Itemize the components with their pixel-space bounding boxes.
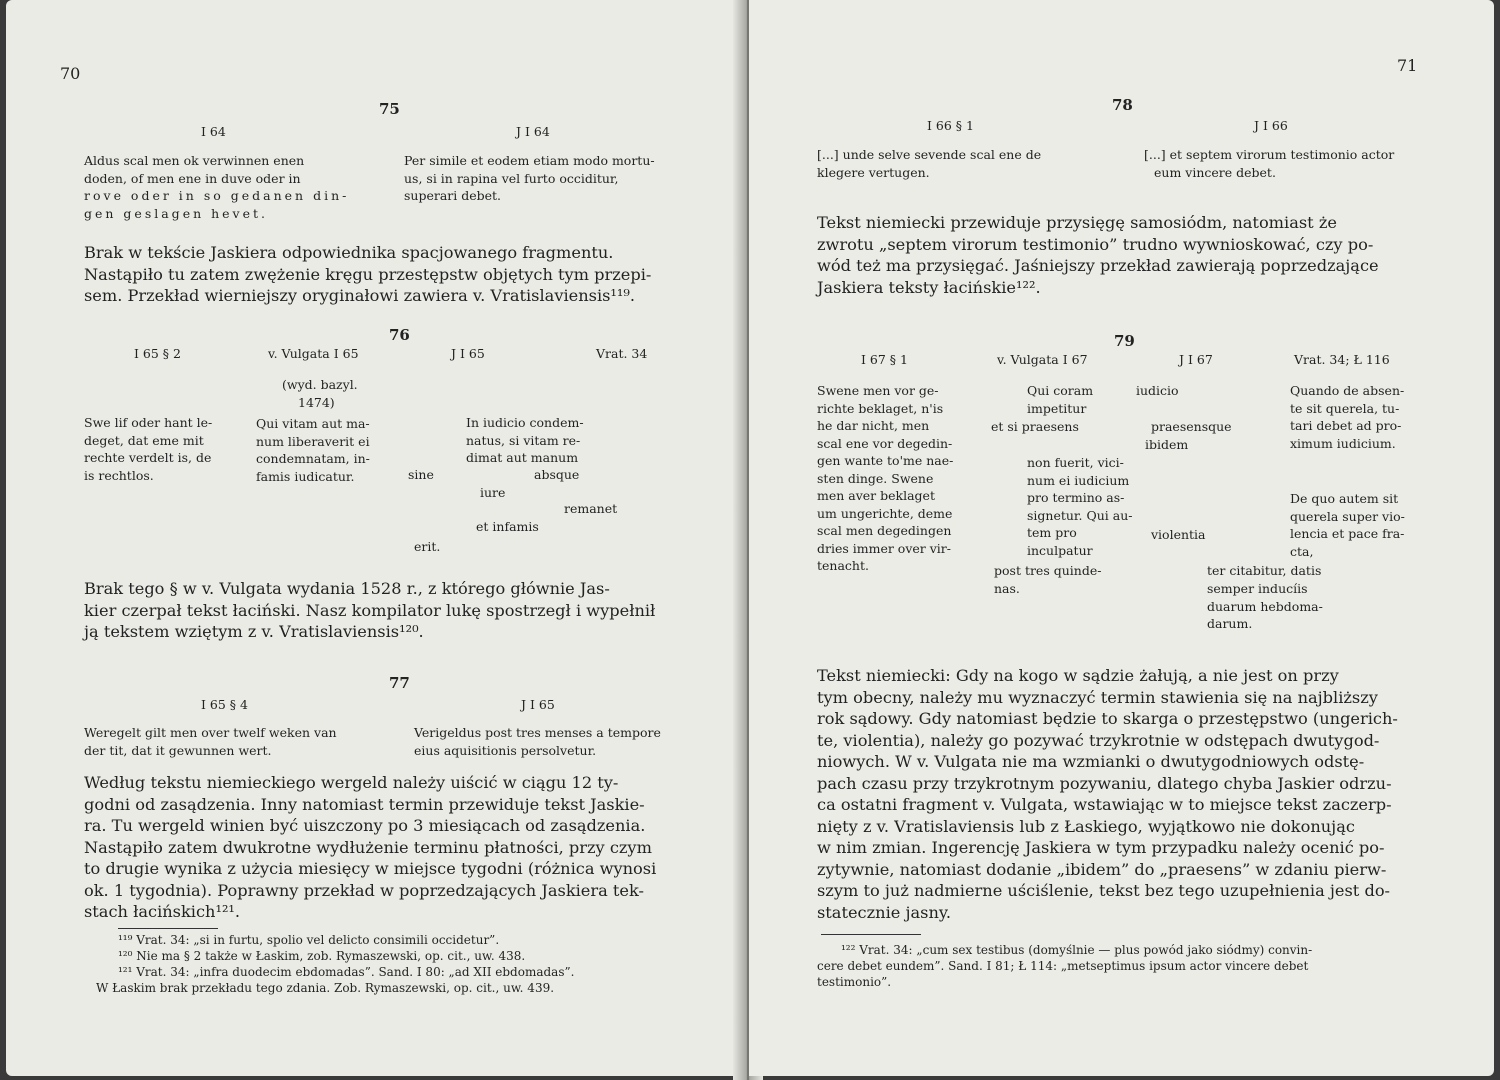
sec79-et-si-praesens: et si praesens (991, 419, 1079, 434)
right-page (749, 0, 1494, 1076)
sec79-ter-citabitur: ter citabitur, datis (1207, 563, 1322, 578)
sec76-jaskier-text: In iudicio condem- natus, si vitam re- dimat aut manum (466, 415, 584, 465)
footnotes-left: ¹¹⁹ Vrat. 34: „si in furtu, spolio vel delicto consimili occidetur”. ¹²⁰ Nie ma § 2 także w Łaskim, zob. Rymaszewski, op. cit., uw. 438. ¹²¹ Vrat. 34: „infra duodecim ebdomadas”. Sand. I 80: „ad XII ebdomadas”. W Łaskim brak przekładu tego zdania. Zob. Rymaszewski, op. cit., uw. 439. (96, 933, 575, 995)
paragraph-2-left: Brak tego § w v. Vulgata wydania 1528 r., z którego głównie Jas- kier czerpał tekst łaciński. Nasz kompilator lukę spostrzegł i wypełnił ją tekstem wziętym z v. Vratislaviensis¹²⁰. (84, 579, 656, 641)
sec79-vulgata-top: Qui coram impetitur (1027, 383, 1094, 416)
sec76-label-4: Vrat. 34 (596, 346, 648, 361)
sec78-german-label: I 66 § 1 (927, 118, 974, 133)
sec76-erit: erit. (414, 539, 441, 554)
sec76-et-infamis: et infamis (476, 519, 539, 534)
paragraph-1-left: Brak w tekście Jaskiera odpowiednika spacjowanego fragmentu. Nastąpiło tu zatem zwężenie kręgu przestępstw objętych tym przepi- sem. Przekład wierniejszy oryginałowi zawiera v. Vratislaviensis¹¹⁹. (84, 243, 652, 305)
sec76-vulgata-text: (wyd. bazyl. 1474) Qui vitam aut ma- num liberaverit ei condemnatam, in- famis iudicatur. (256, 377, 370, 484)
page-number-left: 70 (60, 64, 81, 83)
section-76-number: 76 (389, 326, 410, 344)
sec76-remanet: remanet (564, 501, 618, 516)
sec77-german-text: Weregelt gilt men over twelf weken van der tit, dat it gewunnen wert. (84, 725, 337, 758)
left-page (6, 0, 743, 1076)
sec77-latin-label: J I 65 (521, 697, 555, 712)
sec76-iure: iure (480, 485, 506, 500)
sec78-latin-text: [...] et septem virorum testimonio actor eum vincere debet. (1144, 147, 1395, 180)
sec79-vrat-bottom: De quo autem sit querela super vio- lencia et pace fra- cta, (1290, 491, 1405, 559)
footnote-rule-left (118, 928, 218, 929)
section-78-number: 78 (1112, 96, 1133, 114)
paragraph-2-right: Tekst niemiecki: Gdy na kogo w sądzie żałują, a nie jest on przy tym obecny, należy mu wyznaczyć termin stawienia się na najbliższy rok sądowy. Gdy natomiast będzie to skarga o przestępstwo (ungerich- te, violentia), należy go pozywać trzykrotnie w odstępach dwutygod- niowych. W v. Vulgata nie ma wzmianki o dwutygodniowych odstę- pach czasu przy trzykrotnym pozywaniu, dlatego chyba Jaskier odrzu- ca ostatni fragment v. Vulgata, wstawiając w to miejsce tekst zaczerp- nięty z v. Vratislaviensis lub z Łaskiego, wyjątkowo nie dokonując w nim zmian. Ingerencję Jaskiera w tym przypadku należy ocenić po- zytywnie, natomiast dodanie „ibidem” do „praesens” w zdaniu pierw- szym to już nadmierne uściślenie, tekst bez tego uzupełnienia jest do- statecznie jasny. (817, 666, 1398, 922)
sec76-label-3: J I 65 (451, 346, 485, 361)
sec79-nas: nas. (994, 581, 1020, 596)
sec76-label-2: v. Vulgata I 65 (268, 346, 359, 361)
sec76-label-1: I 65 § 2 (134, 346, 181, 361)
sec75-latin-label: J I 64 (516, 124, 550, 139)
section-79-number: 79 (1114, 332, 1135, 350)
sec75-german-label: I 64 (201, 124, 226, 139)
page-number-right: 71 (1397, 56, 1418, 75)
sec79-label-3: J I 67 (1179, 352, 1213, 367)
sec77-latin-text: Verigeldus post tres menses a tempore eius aquisitionis persolvetur. (414, 725, 661, 758)
sec75-german-text: Aldus scal men ok verwinnen enen doden, of men ene in duve oder in rove oder in so gedanen din- gen geslagen hevet. (84, 153, 350, 221)
sec79-vulgata-bottom: non fuerit, vici- num ei iudicium pro termino as- signetur. Qui au- tem pro inculpatur (1027, 455, 1133, 558)
paragraph-3-left: Według tekstu niemieckiego wergeld należy uiścić w ciągu 12 ty- godni od zasądzenia. Inny natomiast termin przewiduje tekst Jaskie- ra. Tu wergeld winien być uiszczony po 3 miesiącach od zasądzenia. Nastąpiło zatem dwukrotne wydłużenie terminu płatności, przy czym to drugie wynika z użycia miesięcy w miejsce tygodni (różnica wynosi ok. 1 tygodnia). Poprawny przekład w poprzedzających Jaskiera tek- stach łacińskich¹²¹. (84, 773, 657, 921)
sec78-german-text: [...] unde selve sevende scal ene de klegere vertugen. (817, 147, 1042, 180)
section-77-number: 77 (389, 674, 410, 692)
sec79-post-tres-quinde: post tres quinde- (994, 563, 1102, 578)
sec79-jaskier-praesensque: praesensque (1151, 419, 1232, 434)
footnote-rule-right (821, 934, 921, 935)
sec77-german-label: I 65 § 4 (201, 697, 248, 712)
sec79-vrat-top: Quando de absen- te sit querela, tu- tari debet ad pro- ximum iudicium. (1290, 383, 1405, 451)
sec79-jaskier-bottom: semper inducíis duarum hebdoma- darum. (1207, 581, 1323, 631)
sec75-latin-text: Per simile et eodem etiam modo mortu- us, si in rapina vel furto occiditur, superari debet. (404, 153, 655, 203)
sec76-absque: absque (534, 467, 580, 482)
sec79-label-1: I 67 § 1 (861, 352, 908, 367)
sec78-latin-label: J I 66 (1254, 118, 1288, 133)
sec79-jaskier-ibidem: ibidem (1145, 437, 1189, 452)
footnotes-right: ¹²² Vrat. 34: „cum sex testibus (domyślnie — plus powód jako siódmy) convin- cere debet eundem”. Sand. I 81; Ł 114: „metseptimus ipsum actor vincere debet testimonio”. (817, 943, 1313, 989)
sec79-jaskier-iudicio: iudicio (1136, 383, 1179, 398)
sec79-label-2: v. Vulgata I 67 (997, 352, 1088, 367)
sec79-german-text: Swene men vor ge- richte beklaget, n'is he dar nicht, men scal ene vor degedin- gen wante to'me nae- sten dinge. Swene men aver beklaget um ungerichte, deme scal men degedingen dries immer over vir- tenacht. (817, 383, 954, 573)
paragraph-1-right: Tekst niemiecki przewiduje przysięgę samosiódm, natomiast że zwrotu „septem virorum testimonio” trudno wywnioskować, czy po- wód też ma przysięgać. Jaśniejszy przekład zawierają poprzedzające Jaskiera teksty łacińskie¹²². (817, 213, 1379, 297)
sec76-sine: sine (408, 467, 434, 482)
sec79-label-4: Vrat. 34; Ł 116 (1294, 352, 1390, 367)
sec79-jaskier-violentia: violentia (1151, 527, 1206, 542)
sec76-german-text: Swe lif oder hant le- deget, dat eme mit rechte verdelt is, de is rechtlos. (84, 415, 213, 483)
section-75-number: 75 (379, 100, 400, 118)
